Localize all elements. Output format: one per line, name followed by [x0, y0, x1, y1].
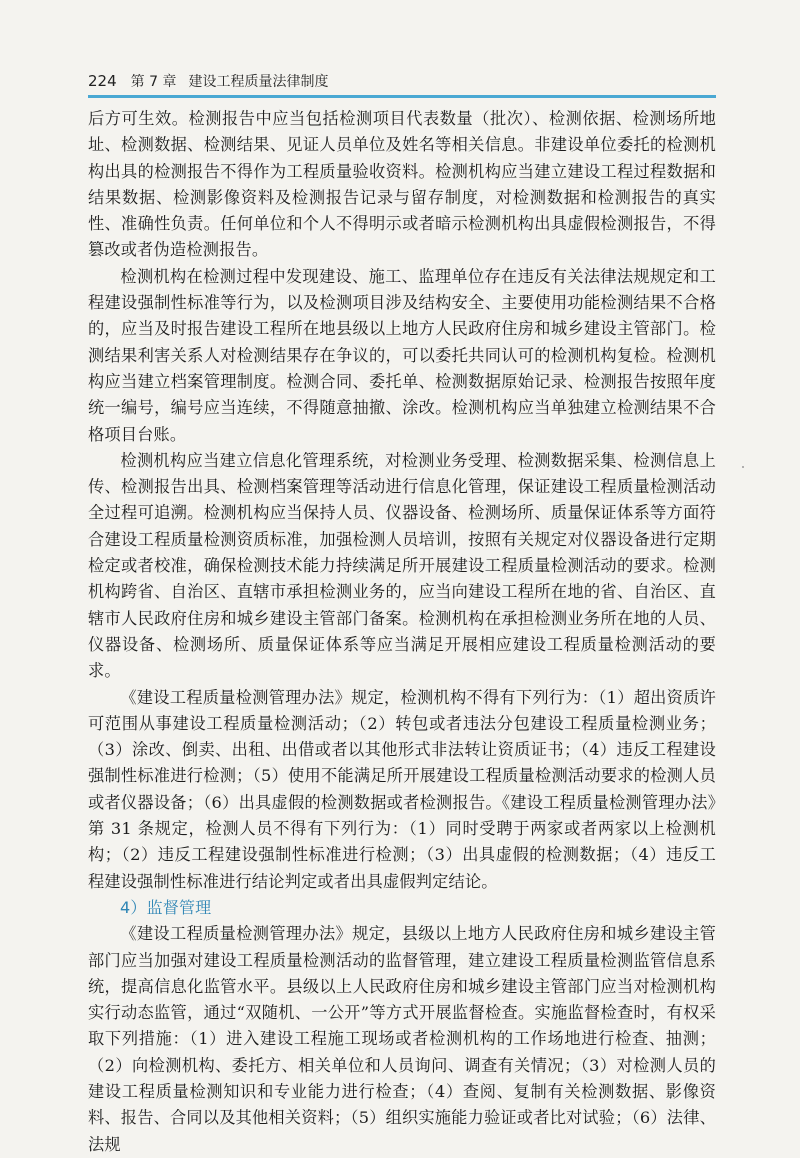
paragraph: 检测机构应当建立信息化管理系统，对检测业务受理、检测数据采集、检测信息上传、检测报告出具、检测档案管理等活动进行信息化管理，保证建设工程质量检测活动全过程可追溯。检测机构应当保持人员、仪器设备、检测场所、质量保证体系等方面符合建设工程质量检测资质标准，加强检测人员培训，按照有关规定对仪器设备进行定期检定或者校准，确保检测技术能力持续满足所开展建设工程质量检测活动的要求。检测机构跨省、自治区、直辖市承担检测业务的，应当向建设工程所在地的省、自治区、直辖市人民政府住房和城乡建设主管部门备案。检测机构在承担检测业务所在地的人员、仪器设备、检测场所、质量保证体系等应当满足开展相应建设工程质量检测活动的要求。: [88, 450, 716, 681]
header-rule: [88, 95, 716, 98]
page-body: [88, 106, 716, 1158]
running-header: [88, 70, 716, 92]
chapter-title: 建设工程质量法律制度: [188, 74, 329, 90]
paragraph: 检测机构在检测过程中发现建设、施工、监理单位存在违反有关法律法规规定和工程建设强制性标准等行为，以及检测项目涉及结构安全、主要使用功能检测结果不合格的，应当及时报告建设工程所在地县级以上地方人民政府住房和城乡建设主管部门。检测结果利害关系人对检测结果存在争议的，可以委托共同认可的检测机构复检。检测机构应当建立档案管理制度。检测合同、委托单、检测数据原始记录、检测报告按照年度统一编号，编号应当连续，不得随意抽撤、涂改。检测机构应当单独建立检测结果不合格项目台账。: [88, 266, 716, 444]
paragraph-continued: 后方可生效。检测报告中应当包括检测项目代表数量（批次）、检测依据、检测场所地址、检测数据、检测结果、见证人员单位及姓名等相关信息。非建设单位委托的检测机构出具的检测报告不得作为工程质量验收资料。检测机构应当建立建设工程过程数据和结果数据、检测影像资料及检测报告记录与留存制度，对检测数据和检测报告的真实性、准确性负责。任何单位和个人不得明示或者暗示检测机构出具虚假检测报告，不得篡改或者伪造检测报告。: [88, 109, 716, 260]
page-number: 224: [88, 72, 117, 90]
paragraph: 《建设工程质量检测管理办法》规定，检测机构不得有下列行为：（1）超出资质许可范围从事建设工程质量检测活动；（2）转包或者违法分包建设工程质量检测业务；（3）涂改、倒卖、出租、出借或者以其他形式非法转让资质证书；（4）违反工程建设强制性标准进行检测；（5）使用不能满足所开展建设工程质量检测活动要求的检测人员或者仪器设备；（6）出具虚假的检测数据或者检测报告。《建设工程质量检测管理办法》第 31 条规定，检测人员不得有下列行为：（1）同时受聘于两家或者两家以上检测机构；（2）违反工程建设强制性标准进行检测；（3）出具虚假的检测数据；（4）违反工程建设强制性标准进行结论判定或者出具虚假判定结论。: [88, 687, 716, 891]
section-heading: 4）监督管理: [120, 897, 212, 917]
chapter-label: 第 7 章: [130, 74, 177, 90]
section-paragraph: 《建设工程质量检测管理办法》规定，县级以上地方人民政府住房和城乡建设主管部门应当加强对建设工程质量检测活动的监督管理，建立建设工程质量检测监管信息系统，提高信息化监管水平。县级以上人民政府住房和城乡建设主管部门应当对检测机构实行动态监管，通过“双随机、一公开”等方式开展监督检查。实施监督检查时，有权采取下列措施：（1）进入建设工程施工现场或者检测机构的工作场地进行检查、抽测；（2）向检测机构、委托方、相关单位和人员询问、调查有关情况；（3）对检测人员的建设工程质量检测知识和专业能力进行检查；（4）查阅、复制有关检测数据、影像资料、报告、合同以及其他相关资料；（5）组织实施能力验证或者比对试验；（6）法律、法规: [88, 924, 716, 1154]
margin-speck: [742, 466, 744, 468]
